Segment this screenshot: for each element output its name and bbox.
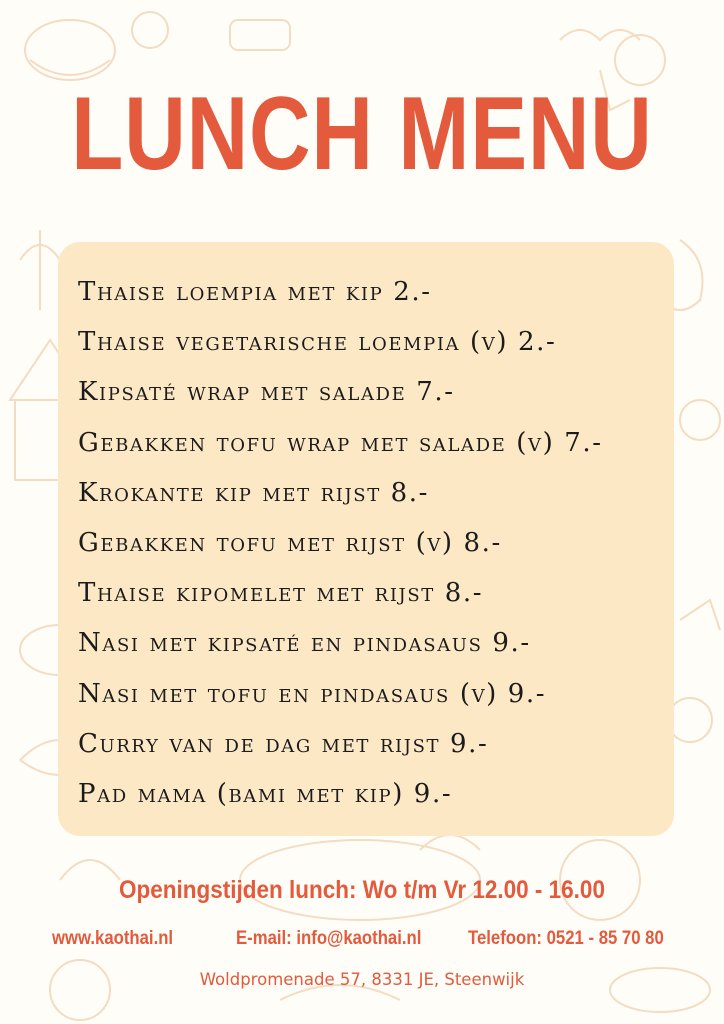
menu-item: Pad mama (bami met kip) 9.- (78, 778, 453, 809)
opening-hours: Openingstijden lunch: Wo t/m Vr 12.00 - 16.00 (119, 876, 605, 904)
phone-link[interactable]: Telefoon: 0521 - 85 70 80 (468, 928, 664, 949)
website-link[interactable]: www.kaothai.nl (52, 928, 174, 949)
menu-item: Nasi met tofu en pindasaus (v) 9.- (78, 678, 547, 709)
menu-item: Thaise kipomelet met rijst 8.- (78, 578, 484, 609)
menu-item: Nasi met kipsaté en pindasaus 9.- (78, 628, 531, 659)
contact-row (0, 928, 724, 956)
menu-card (58, 242, 674, 836)
menu-item: Gebakken tofu met rijst (v) 8.- (78, 527, 502, 558)
menu-list (78, 274, 603, 826)
address: Woldpromenade 57, 8331 JE, Steenwijk (199, 970, 525, 989)
menu-item: Curry van de dag met rijst 9.- (78, 728, 489, 759)
menu-item: Gebakken tofu wrap met salade (v) 7.- (78, 427, 603, 458)
menu-item: Kipsaté wrap met salade 7.- (78, 377, 455, 408)
menu-item: Krokante kip met rijst 8.- (78, 477, 430, 508)
menu-item: Thaise vegetarische loempia (v) 2.- (78, 327, 557, 358)
menu-item: Thaise loempia met kip 2.- (78, 277, 432, 307)
email-link[interactable]: E-mail: info@kaothai.nl (236, 928, 422, 949)
page-title: LUNCH MENU (71, 76, 653, 192)
